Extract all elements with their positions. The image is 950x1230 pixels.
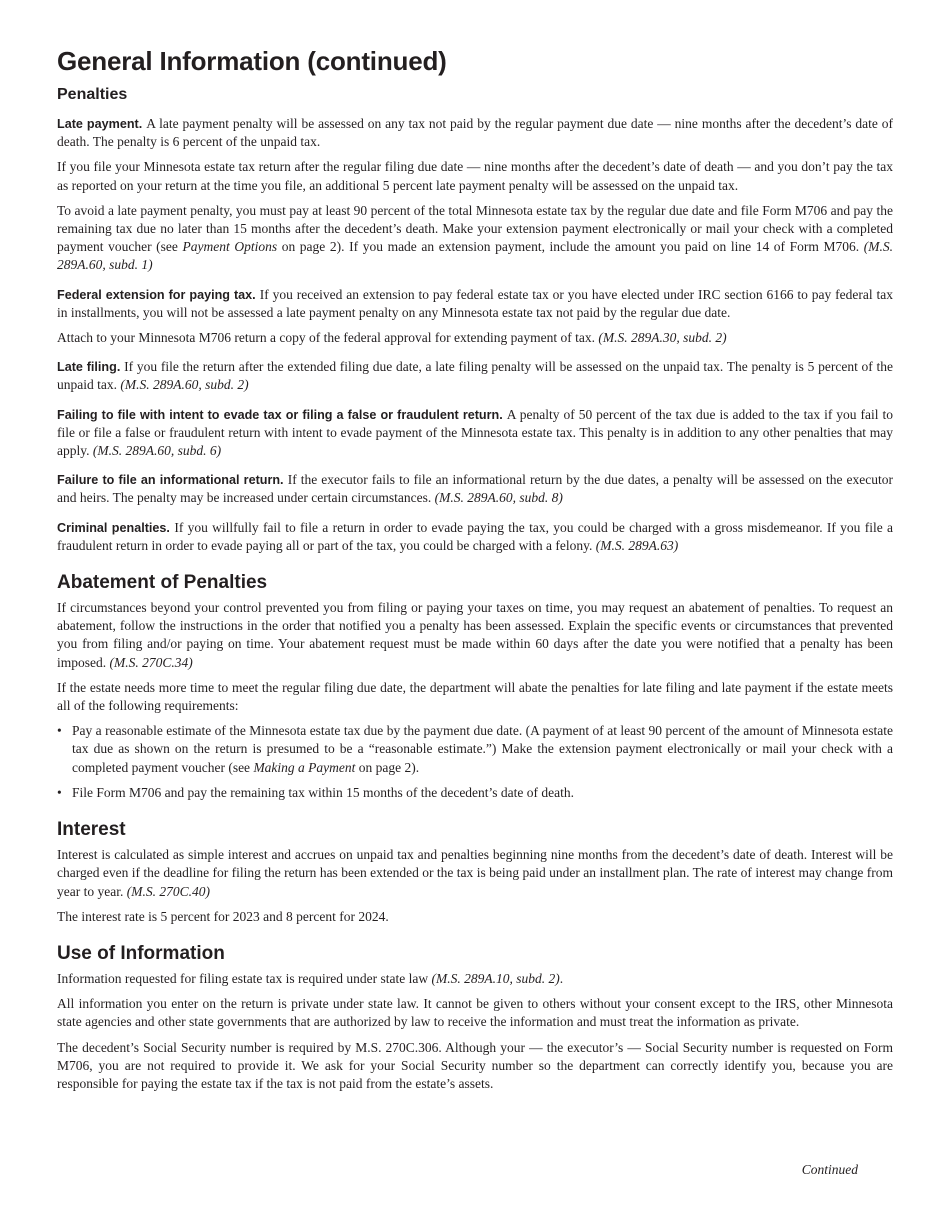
text-segment-normal: If the estate needs more time to meet the regular filing due date, the department will abate the penalties for late filing and late payment if the estate meets all of the following requirements: bbox=[57, 679, 893, 714]
section-use-of-information bbox=[57, 943, 893, 1093]
heading-use-of-information: Use of Information bbox=[57, 942, 225, 964]
heading-penalties: Penalties bbox=[57, 86, 128, 103]
text-segment-lead: Federal extension for paying tax. bbox=[57, 287, 260, 302]
text-segment-normal: . bbox=[559, 970, 564, 986]
text-segment-lead: Failure to file an informational return. bbox=[57, 473, 288, 488]
paragraph bbox=[57, 599, 893, 672]
text-segment-italic: (M.S. 289A.60, subd. 2) bbox=[120, 377, 249, 393]
paragraph bbox=[57, 995, 893, 1031]
text-segment-normal: If you received an extension to pay federal estate tax or you have elected under IRC section 6166 to pay federal tax in installments, you will not be assessed a late payment penalty on any Minnesota estate tax not paid by the regular due date. bbox=[57, 286, 893, 320]
text-segment-normal: If you willfully fail to file a return in order to evade paying the tax, you could be charged with a gross misdemeanor. If you file a fraudulent return in order to evade paying all or part of the tax, you could be charged with a felony. bbox=[57, 519, 894, 553]
text-segment-normal: To avoid a late payment penalty, you must pay at least 90 percent of the total Minnesota estate tax by the regular due date and file Form M706 and pay the remaining tax due no later than 15 months after the decedent’s death. Make your extension payment electronically or mail your check with a completed payment voucher (see bbox=[57, 202, 893, 255]
paragraph bbox=[57, 358, 893, 394]
section-abatement-of-penalties bbox=[57, 572, 893, 802]
paragraph bbox=[57, 115, 893, 151]
text-segment-italic: (M.S. 289A.30, subd. 2) bbox=[598, 330, 727, 346]
paragraph bbox=[57, 908, 893, 926]
text-segment-lead: Late payment. bbox=[57, 117, 147, 131]
text-segment-normal: All information you enter on the return is private under state law. It cannot be given to others without your consent except to the IRS, other Minnesota state agencies and other state governments that are authorized by law to receive the information and must treat the information as private. bbox=[57, 996, 893, 1030]
text-segment-normal: A penalty of 50 percent of the tax due is added to the tax if you fail to file or file a false or fraudulent return with intent to evade payment of the Minnesota estate tax. This penalty is in addition to any other penalties that may apply. bbox=[57, 406, 893, 459]
text-segment-normal: Information requested for filing estate tax is required under state law bbox=[57, 970, 432, 986]
footer-continued: Continued bbox=[801, 1162, 858, 1177]
text-segment-lead: Criminal penalties. bbox=[57, 520, 175, 535]
bullet-text bbox=[72, 722, 893, 777]
text-segment-normal: File Form M706 and pay the remaining tax within 15 months of the decedent’s date of death. bbox=[72, 784, 575, 800]
page-title: General Information (continued) bbox=[57, 46, 447, 76]
text-segment-italic: Payment Options bbox=[182, 239, 278, 255]
text-segment-italic: (M.S. 289A.10, subd. 2) bbox=[431, 970, 560, 986]
text-segment-normal: If circumstances beyond your control prevented you from filing or paying your taxes on time, you may request an abatement of penalties. To request an abatement, follow the instructions in the order that notified you a penalty has been assessed. Explain the specific events or circumstances that prevented you from filing and/or paying on time. Your abatement request must be made within 60 days after the date you were notified that a penalty has been imposed. bbox=[57, 600, 893, 670]
text-segment-normal: A late payment penalty will be assessed on any tax not paid by the regular payment due date — nine months after the decedent’s date of death. The penalty is 6 percent of the unpaid tax. bbox=[57, 116, 893, 150]
document-content bbox=[57, 86, 893, 1093]
bullet-icon: • bbox=[57, 784, 62, 800]
text-segment-normal: on page 2). If you made an extension payment, include the amount you paid on line 14 of Form M706. bbox=[277, 239, 864, 255]
text-segment-italic: (M.S. 270C.40) bbox=[126, 883, 210, 899]
bullet-text bbox=[72, 784, 893, 802]
heading-abatement-of-penalties: Abatement of Penalties bbox=[57, 572, 268, 594]
text-segment-italic: (M.S. 270C.34) bbox=[109, 654, 193, 670]
text-segment-normal: Attach to your Minnesota M706 return a copy of the federal approval for extending payment of tax. bbox=[57, 330, 599, 346]
text-segment-normal: Pay a reasonable estimate of the Minnesota estate tax due by the payment due date. (A payment of at least 90 percent of the amount of Minnesota estate tax due as shown on the return is presumed to be a “reasonable estimate.”) Make the extension payment electronically or mail your check with a completed payment voucher (see bbox=[72, 723, 893, 775]
bullet-item bbox=[57, 722, 893, 777]
text-segment-normal: If you file the return after the extended filing due date, a late filing penalty will be assessed on the unpaid tax. The penalty is 5 percent of the unpaid tax. bbox=[57, 359, 893, 393]
paragraph bbox=[57, 471, 893, 507]
text-segment-italic: (M.S. 289A.60, subd. 1) bbox=[57, 239, 893, 273]
paragraph bbox=[57, 202, 893, 275]
text-segment-lead: Failing to file with intent to evade tax or filing a false or fraudulent return. bbox=[57, 407, 507, 422]
section-interest bbox=[57, 819, 893, 926]
text-segment-lead: Late filing. bbox=[57, 360, 125, 375]
text-segment-normal: The interest rate is 5 percent for 2023 and 8 percent for 2024. bbox=[57, 908, 389, 924]
paragraph bbox=[57, 286, 893, 322]
heading-interest: Interest bbox=[57, 819, 126, 841]
paragraph bbox=[57, 329, 893, 347]
section-penalties bbox=[57, 86, 893, 555]
text-segment-normal: If the executor fails to file an informational return by the due dates, a penalty will be assessed on the executor and heirs. The penalty may be increased under certain circumstances. bbox=[57, 472, 893, 506]
paragraph bbox=[57, 970, 893, 988]
bullet-icon: • bbox=[57, 723, 62, 739]
paragraph bbox=[57, 1039, 893, 1094]
text-segment-italic: (M.S. 289A.60, subd. 6) bbox=[92, 443, 222, 459]
text-segment-italic: (M.S. 289A.60, subd. 8) bbox=[434, 490, 563, 506]
text-segment-italic: Making a Payment bbox=[253, 759, 356, 775]
text-segment-normal: The decedent’s Social Security number is required by M.S. 270C.306. Although your — the executor’s — Social Security number is requested on Form M706, you are not required to provide it. We ask for your Social Security number so the department can correctly identify you, because you are responsible for paying the estate tax if the tax is not paid from the estate’s assets. bbox=[57, 1039, 893, 1091]
text-segment-normal: If you file your Minnesota estate tax return after the regular filing due date — nine months after the decedent’s date of death — and you don’t pay the tax as reported on your return at the time you file, an additional 5 percent late payment penalty will be assessed on the unpaid tax. bbox=[57, 159, 893, 193]
paragraph bbox=[57, 519, 893, 555]
paragraph bbox=[57, 846, 893, 901]
paragraph bbox=[57, 406, 893, 461]
bullet-item bbox=[57, 784, 893, 802]
text-segment-italic: (M.S. 289A.63) bbox=[595, 537, 679, 553]
text-segment-normal: on page 2). bbox=[355, 759, 420, 775]
paragraph bbox=[57, 679, 893, 715]
text-segment-normal: Interest is calculated as simple interest and accrues on unpaid tax and penalties beginning nine months from the decedent’s date of death. Interest will be charged even if the deadline for filing the return has been extended or the tax is being paid under an installment plan. The rate of interest may change from year to year. bbox=[57, 847, 893, 899]
paragraph bbox=[57, 158, 893, 194]
